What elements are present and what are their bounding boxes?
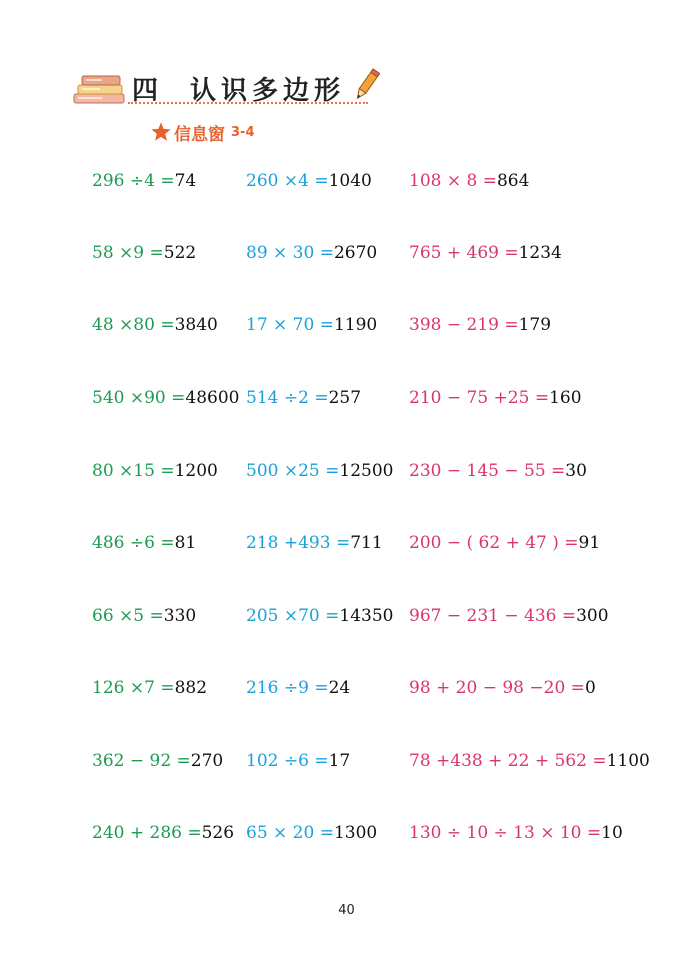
answer: 12500: [339, 461, 394, 481]
answer: 1234: [518, 243, 562, 263]
exercise-item: [246, 166, 372, 196]
answer: 2670: [333, 243, 378, 263]
exercise-item: [246, 456, 393, 486]
answer: 14350: [339, 606, 394, 626]
answer: 48600: [185, 388, 240, 408]
expression: 108 × 8 =: [409, 171, 497, 191]
exercise-item: [92, 818, 234, 848]
expression: 296 ÷4 =: [92, 171, 175, 191]
exercise-item: [92, 310, 218, 340]
expression: 98 + 20 − 98 −20 =: [409, 678, 585, 698]
unit-number: 四: [132, 76, 161, 106]
exercise-item: [246, 601, 393, 631]
exercise-item: [246, 673, 350, 703]
expression: 967 − 231 − 436 =: [409, 606, 577, 626]
exercise-item: [92, 673, 207, 703]
exercise-item: [246, 528, 383, 558]
answer: 179: [518, 315, 552, 335]
answer: 30: [565, 461, 587, 481]
expression: 205 ×70 =: [246, 606, 340, 626]
answer: 10: [601, 823, 623, 843]
exercise-item: [246, 310, 377, 340]
exercise-row: [0, 818, 693, 848]
exercise-row: [0, 383, 693, 413]
expression: 486 ÷6 =: [92, 533, 175, 553]
unit-title: 认识多边形: [190, 76, 346, 106]
expression: 216 ÷9 =: [246, 678, 329, 698]
expression: 500 ×25 =: [246, 461, 340, 481]
answer: 864: [496, 171, 530, 191]
answer: 522: [163, 243, 197, 263]
exercise-item: [409, 818, 623, 848]
expression: 58 ×9 =: [92, 243, 164, 263]
exercise-item: [92, 238, 196, 268]
exercise-item: [409, 456, 587, 486]
exercise-item: [409, 166, 529, 196]
answer: 882: [174, 678, 208, 698]
exercise-item: [92, 456, 218, 486]
exercise-item: [409, 528, 600, 558]
expression: 540 ×90 =: [92, 388, 186, 408]
answer: 74: [174, 171, 197, 191]
expression: 765 + 469 =: [409, 243, 519, 263]
exercise-item: [246, 238, 377, 268]
exercise-row: [0, 238, 693, 268]
exercise-item: [409, 238, 562, 268]
exercise-item: [409, 310, 551, 340]
answer: 1040: [328, 171, 372, 191]
answer: 1200: [174, 461, 218, 481]
exercise-item: [246, 818, 377, 848]
expression: 66 ×5 =: [92, 606, 164, 626]
section-label: 信息窗: [174, 124, 225, 145]
expression: 65 × 20 =: [246, 823, 334, 843]
answer: 91: [578, 533, 601, 553]
expression: 48 ×80 =: [92, 315, 175, 335]
answer: 300: [576, 606, 609, 626]
answer: 24: [328, 678, 351, 698]
expression: 126 ×7 =: [92, 678, 175, 698]
exercise-row: [0, 528, 693, 558]
answer: 3840: [174, 315, 218, 335]
exercise-row: [0, 601, 693, 631]
exercise-item: [409, 601, 609, 631]
answer: 1190: [333, 315, 378, 335]
expression: 200 − ( 62 + 47 ) =: [409, 533, 579, 553]
expression: 17 × 70 =: [246, 315, 334, 335]
answer: 1100: [606, 751, 650, 771]
expression: 230 − 145 − 55 =: [409, 461, 566, 481]
answer: 526: [201, 823, 235, 843]
expression: 514 ÷2 =: [246, 388, 329, 408]
exercise-item: [92, 601, 196, 631]
answer: 81: [174, 533, 197, 553]
exercise-item: [409, 673, 596, 703]
answer: 257: [328, 388, 362, 408]
expression: 398 − 219 =: [409, 315, 519, 335]
expression: 240 + 286 =: [92, 823, 202, 843]
answer: 711: [350, 533, 383, 553]
exercise-item: [246, 746, 350, 776]
exercise-item: [92, 166, 196, 196]
expression: 89 × 30 =: [246, 243, 334, 263]
answer: 330: [163, 606, 197, 626]
exercise-item: [409, 746, 650, 776]
expression: 80 ×15 =: [92, 461, 175, 481]
expression: 218 +493 =: [246, 533, 351, 553]
section-range: 3-4: [231, 124, 255, 140]
page-number: 40: [338, 903, 355, 918]
exercise-item: [92, 383, 239, 413]
expression: 102 ÷6 =: [246, 751, 329, 771]
expression: 260 ×4 =: [246, 171, 329, 191]
answer: 270: [190, 751, 224, 771]
exercise-row: [0, 166, 693, 196]
exercise-row: [0, 746, 693, 776]
exercise-item: [92, 528, 196, 558]
expression: 210 − 75 +25 =: [409, 388, 550, 408]
expression: 130 ÷ 10 ÷ 13 × 10 =: [409, 823, 602, 843]
exercise-row: [0, 310, 693, 340]
expression: 78 +438 + 22 + 562 =: [409, 751, 607, 771]
exercise-item: [409, 383, 582, 413]
exercise-item: [92, 746, 223, 776]
exercise-item: [246, 383, 361, 413]
answer: 0: [584, 678, 596, 698]
exercise-row: [0, 456, 693, 486]
expression: 362 − 92 =: [92, 751, 191, 771]
answer: 1300: [333, 823, 378, 843]
exercise-row: [0, 673, 693, 703]
answer: 160: [549, 388, 582, 408]
answer: 17: [328, 751, 351, 771]
